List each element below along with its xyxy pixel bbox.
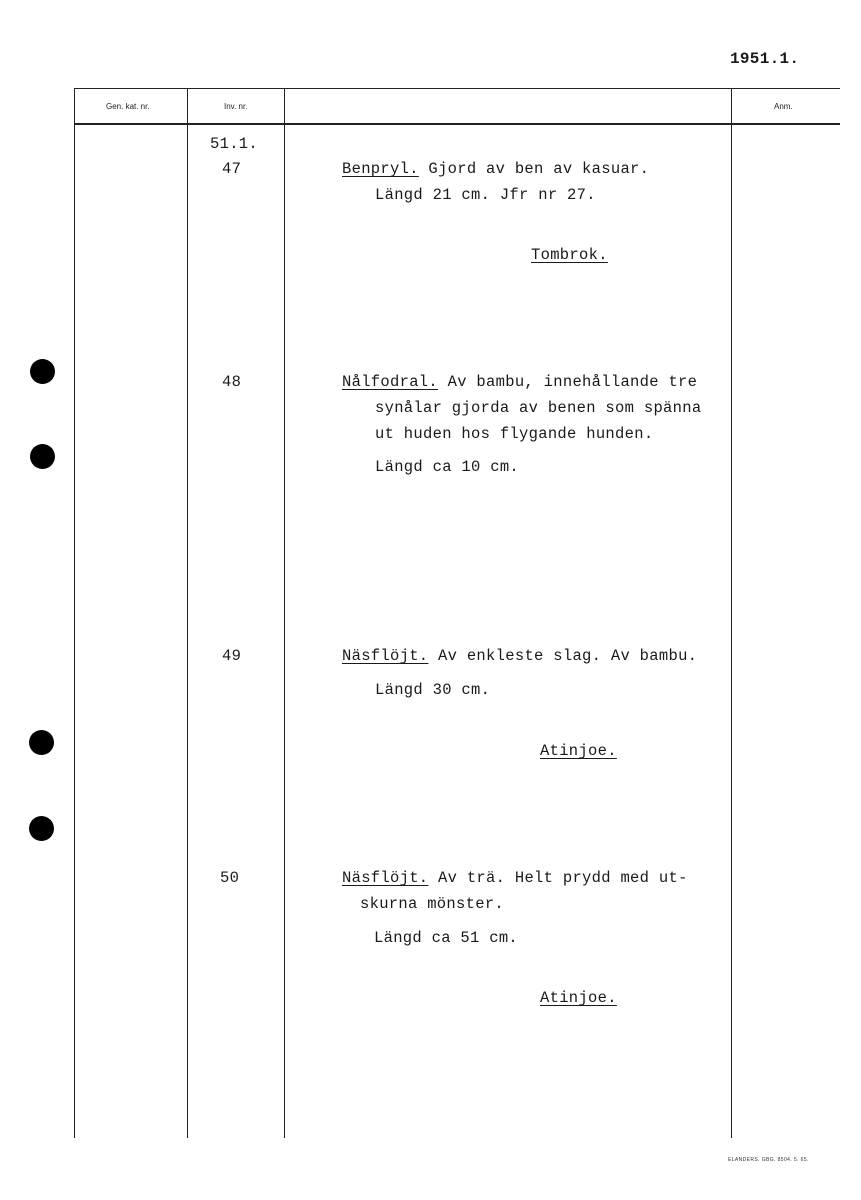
- object-term: Nålfodral.: [342, 373, 439, 391]
- entry-text: Av enkleste slag. Av bambu.: [438, 647, 698, 665]
- entry-text: skurna mönster.: [360, 895, 505, 913]
- page-number: 1951.1.: [730, 50, 800, 68]
- header-top-rule: [74, 88, 840, 89]
- entry-text: synålar gjorda av benen som spänna: [375, 399, 702, 417]
- column-header-anm: Anm.: [774, 102, 793, 111]
- origin-label: Tombrok.: [531, 246, 608, 264]
- entry-text: Längd ca 51 cm.: [374, 929, 519, 947]
- entry-first-line: [342, 647, 697, 665]
- inv-number: 47: [222, 160, 242, 178]
- rule-inv-text: [284, 88, 285, 1138]
- origin-label: Atinjoe.: [540, 989, 617, 1007]
- entry-text: Längd 21 cm. Jfr nr 27.: [375, 186, 596, 204]
- entry-first-line: [342, 160, 649, 178]
- column-header-gen-kat: Gen. kat. nr.: [106, 102, 150, 111]
- entry-text: ut huden hos flygande hunden.: [375, 425, 654, 443]
- series-number: 51.1.: [210, 135, 259, 153]
- rule-text-anm: [731, 88, 732, 1138]
- object-term: Näsflöjt.: [342, 647, 429, 665]
- origin-label: Atinjoe.: [540, 742, 617, 760]
- punch-hole-1: [30, 359, 55, 384]
- column-header-inv: Inv. nr.: [224, 102, 248, 111]
- object-term: Benpryl.: [342, 160, 419, 178]
- punch-hole-4: [29, 816, 54, 841]
- entry-text: Av bambu, innehållande tre: [447, 373, 698, 391]
- entry-first-line: [342, 373, 697, 391]
- entry-first-line: [342, 869, 688, 887]
- inv-number: 50: [220, 869, 240, 887]
- entry-text: Av trä. Helt prydd med ut-: [438, 869, 688, 887]
- inv-number: 49: [222, 647, 242, 665]
- header-bottom-rule: [74, 123, 840, 125]
- rule-gen-inv: [187, 88, 188, 1138]
- inv-number: 48: [222, 373, 242, 391]
- rule-left: [74, 88, 75, 1138]
- punch-hole-3: [29, 730, 54, 755]
- object-term: Näsflöjt.: [342, 869, 429, 887]
- entry-text: Gjord av ben av kasuar.: [428, 160, 650, 178]
- punch-hole-2: [30, 444, 55, 469]
- printer-imprint: ELANDERS. GBG. 8504. 5. 65.: [728, 1157, 809, 1163]
- entry-text: Längd 30 cm.: [375, 681, 491, 699]
- entry-text: Längd ca 10 cm.: [375, 458, 520, 476]
